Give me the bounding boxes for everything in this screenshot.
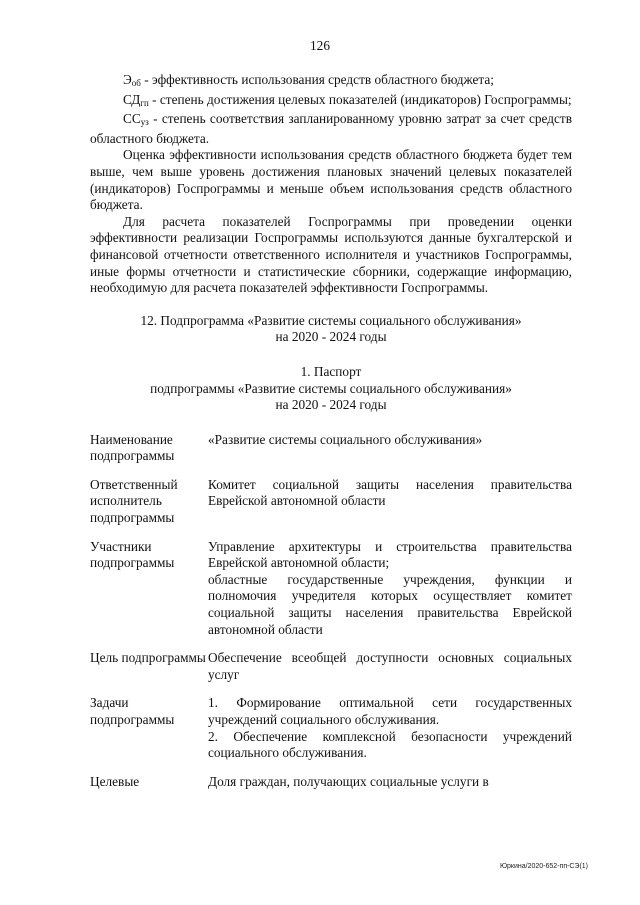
- document-body: [90, 72, 572, 802]
- row-value-line: областные государственные учреждения, функции и полномочия учредителя которых осуществляет комитет социальной защиты населения правительства Еврейской автономной области: [208, 571, 572, 637]
- passport-title-line: 1. Паспорт: [300, 363, 362, 379]
- definition-ssuz: [90, 111, 572, 147]
- table-row: [90, 432, 572, 477]
- row-value-line: 1. Формирование оптимальной сети государственных учреждений социального обслуживания.: [208, 695, 572, 727]
- row-label: Участники подпрограммы: [90, 538, 175, 571]
- row-value: [208, 650, 572, 695]
- footer-document-code: Юркина/2020-652-пп-СЭ(1): [499, 863, 588, 870]
- table-row: [90, 695, 572, 773]
- passport-table: [90, 432, 572, 803]
- page-number: 126: [310, 38, 330, 53]
- symbol-subscript: об: [131, 78, 141, 88]
- table-row: [90, 774, 572, 803]
- row-value-line: Комитет социальной защиты населения правительства Еврейской автономной области: [208, 476, 572, 509]
- row-label: Задачи подпрограммы: [90, 695, 175, 727]
- symbol-subscript: уз: [140, 117, 149, 128]
- definition-sdgp: [90, 92, 572, 112]
- row-value: [208, 539, 572, 651]
- table-row: [90, 539, 572, 651]
- row-value: [208, 695, 572, 773]
- passport-title-line: на 2020 - 2024 годы: [275, 397, 387, 413]
- row-label: Ответственный исполнитель подпрограммы: [90, 476, 178, 526]
- row-value: [208, 432, 572, 477]
- row-value: [208, 477, 572, 539]
- symbol: Э: [123, 72, 132, 87]
- symbol: СС: [123, 111, 141, 127]
- row-value-line: Управление архитектуры и строительства правительства Еврейской автономной области;: [208, 538, 572, 571]
- row-label: Целевые: [90, 773, 140, 789]
- section-title: [90, 313, 572, 346]
- section-title-line: 12. Подпрограмма «Развитие системы социального обслуживания»: [140, 312, 522, 328]
- definition-text: - степень соответствия запланированному уровню затрат за счет средств областного бюджета.: [90, 111, 572, 146]
- table-row: [90, 650, 572, 695]
- row-label: Цель подпрограммы: [90, 650, 206, 666]
- paragraph-assessment: Оценка эффективности использования средств областного бюджета будет тем выше, чем выше уровень достижения плановых значений целевых показателей (индикаторов) Госпрограммы и меньше объем использования средств областного бюджета.: [90, 147, 572, 213]
- row-label: Наименование подпрограммы: [90, 431, 175, 464]
- definition-eob: [90, 72, 572, 92]
- section-title-line: на 2020 - 2024 годы: [275, 329, 387, 345]
- symbol-subscript: гп: [140, 97, 149, 108]
- paragraph-data-sources: Для расчета показателей Госпрограммы при проведении оценки эффективности реализации Госпрограммы используются данные бухгалтерской и финансовой отчетности ответственного исполнителя и участников Госпрограммы, иные формы отчетности и статистические сборники, содержащие информацию, необходимую для расчета показателей эффективности Госпрограммы.: [90, 213, 572, 296]
- row-value-line: «Развитие системы социального обслуживания»: [208, 431, 483, 447]
- row-value-line: Обеспечение всеобщей доступности основных социальных услуг: [208, 650, 572, 682]
- table-row: [90, 477, 572, 539]
- definition-text: - степень достижения целевых показателей (индикаторов) Госпрограммы;: [148, 91, 572, 107]
- symbol: СД: [123, 91, 141, 107]
- row-value-line: Доля граждан, получающих социальные услуги в: [208, 773, 489, 789]
- row-value-line: 2. Обеспечение комплексной безопасности учреждений социального обслуживания.: [208, 728, 572, 761]
- passport-title-line: подпрограммы «Развитие системы социального обслуживания»: [150, 380, 512, 396]
- passport-title: [90, 364, 572, 414]
- definition-text: - эффективность использования средств областного бюджета;: [140, 72, 494, 87]
- row-value: [208, 774, 572, 803]
